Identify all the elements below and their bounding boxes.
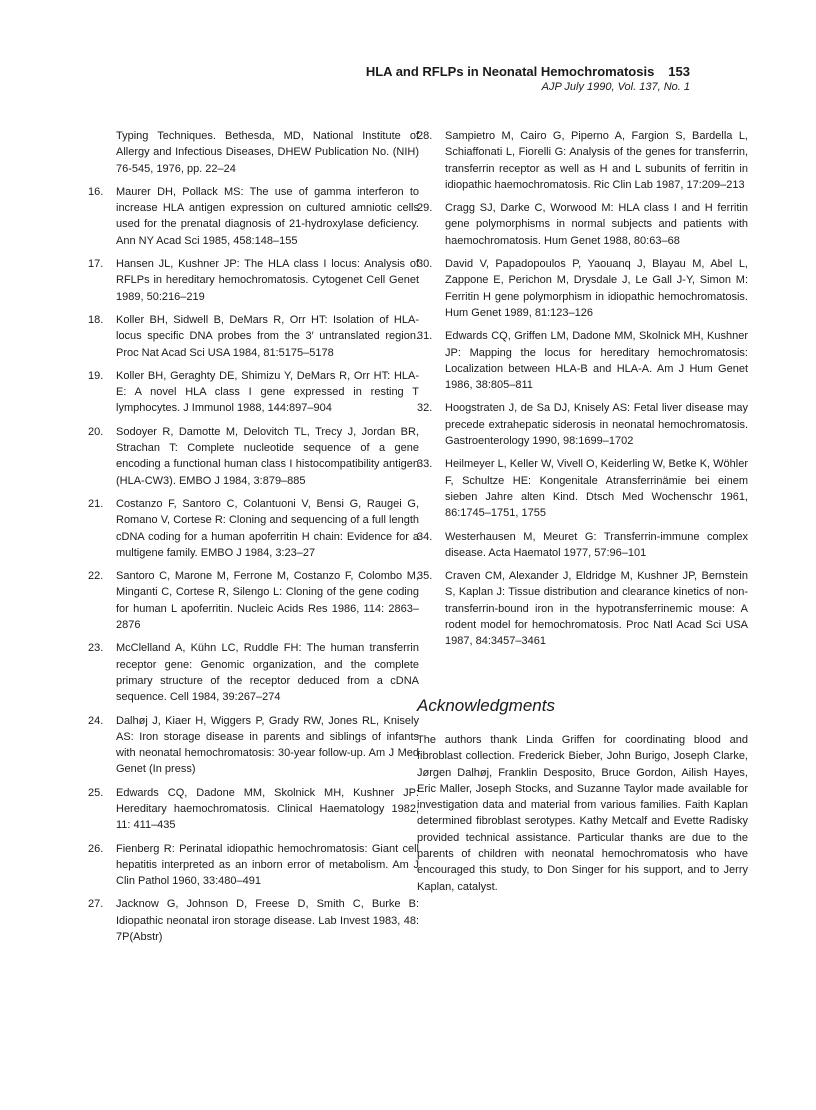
reference-item [417, 529, 748, 562]
reference-number: 32. [417, 402, 433, 415]
reference-text: Jacknow G, Johnson D, Freese D, Smith C, Burke B: Idiopathic neonatal iron storage disease. Lab Invest 1983, 48: 7P(Abstr) [116, 898, 419, 944]
reference-item [417, 400, 748, 449]
reference-number: 26. [88, 842, 104, 855]
running-header [366, 64, 690, 93]
reference-item [88, 640, 419, 705]
reference-text: Sampietro M, Cairo G, Piperno A, Fargion S, Bardella L, Schiaffonati L, Fiorelli G: Analysis of the genes for transferrin, transferrin receptor as well as H and L subunits of ferritin in idiopathic haemochromatosis. Ric Clin Lab 1987, 17:209–213 [445, 130, 748, 191]
reference-item [88, 368, 419, 417]
reference-item [88, 312, 419, 361]
reference-text: Fienberg R: Perinatal idiopathic hemochromatosis: Giant cell hepatitis interpreted as an inborn error of metabolism. Am J Clin Pathol 1960, 33:480–491 [116, 842, 419, 888]
reference-text: Koller BH, Sidwell B, DeMars R, Orr HT: Isolation of HLA-locus specific DNA probes from the 3′ untranslated region. Proc Nat Acad Sci USA 1984, 81:5175–5178 [116, 313, 419, 359]
reference-number: 35. [417, 570, 433, 583]
reference-number: 17. [88, 258, 104, 271]
reference-number: 28. [417, 130, 433, 142]
reference-number: 31. [417, 330, 433, 343]
reference-number: 27. [88, 898, 104, 911]
reference-number: 25. [88, 786, 104, 799]
reference-number: 16. [88, 185, 104, 198]
reference-text: Heilmeyer L, Keller W, Vivell O, Keiderling W, Betke K, Wöhler F, Schultze HE: Kongenitale Atransferrinämie bei einem sieben Jahre alten Kind. Dtsch Med Wochenschr 1961, 86:1745–1751, 1755 [445, 458, 749, 520]
reference-text: Craven CM, Alexander J, Eldridge M, Kushner JP, Bernstein S, Kaplan J: Tissue distribution and clearance kinetics of non-transferrin-bound iron in the hypotransferrinemic mouse: A rodent model for hemochromatosis. Proc Natl Acad Sci USA 1987, 84:3457–3461 [445, 570, 748, 648]
reference-text: Hoogstraten J, de Sa DJ, Knisely AS: Fetal liver disease may precede extrahepatic siderosis in neonatal hemochromatosis. Gastroenterology 1990, 98:1699–1702 [445, 402, 748, 448]
reference-continuation: Typing Techniques. Bethesda, MD, National Institute of Allergy and Infectious Diseases, DHEW Publication No. (NIH) 76-545, 1976, pp. 22–24 [116, 130, 419, 175]
reference-number: 34. [417, 530, 433, 543]
reference-text: Koller BH, Geraghty DE, Shimizu Y, DeMars R, Orr HT: HLA-E: A novel HLA class I gene expressed in resting T lymphocytes. J Immunol 1988, 144:897–904 [116, 369, 419, 415]
reference-text: Sodoyer R, Damotte M, Delovitch TL, Trecy J, Jordan BR, Strachan T: Complete nucleotide sequence of a gene encoding a functional human class I histocompatibility antigen (HLA-CW3). EMBO J 1984, 3:879–885 [116, 425, 419, 487]
reference-item [417, 256, 748, 321]
reference-item [88, 256, 419, 305]
reference-number: 29. [417, 202, 433, 215]
reference-item [417, 568, 748, 649]
acknowledgments-text: The authors thank Linda Griffen for coordinating blood and fibroblast collection. Frederick Bieber, John Burigo, Joseph Clarke, Jørgen Dalhøj, Franklin Desposito, Bruce Gordon, Ailish Hayes, Eric Maller, Joseph Stocks, and Suzanne Taylor made available for investigation data and material from various families. Faith Kaplan determined fibroblast serotypes. Kathy Metcalf and Evette Radisky provided technical assistance. Particular thanks are due to the parents of children with neonatal hemochromatosis who have encouraged this study, to Don Singer for his support, and to Jerry Kaplan, catalyst. [417, 733, 748, 893]
reference-text: Santoro C, Marone M, Ferrone M, Costanzo F, Colombo M, Minganti C, Cortese R, Silengo L: Cloning of the gene coding for human L apoferritin. Nucleic Acids Res 1986, 114: 2863–2876 [116, 570, 419, 632]
reference-item [417, 456, 748, 521]
reference-item [417, 328, 748, 393]
reference-text: David V, Papadopoulos P, Yaouanq J, Blayau M, Abel L, Zappone E, Perichon M, Drysdale J, Le Gall J-Y, Simon M: Ferritin H gene polymorphism in idiopathic hemochromatosis. Hum Genet 1989, 81:123–126 [445, 258, 748, 319]
reference-item [88, 896, 419, 945]
reference-item [88, 841, 419, 890]
reference-number: 24. [88, 714, 104, 727]
reference-item [88, 184, 419, 249]
reference-text: Cragg SJ, Darke C, Worwood M: HLA class I and H ferritin gene polymorphisms in normal subjects and patients with haemochromatosis. Hum Genet 1988, 80:63–68 [445, 202, 748, 247]
reference-number: 21. [88, 497, 104, 510]
reference-item [88, 424, 419, 489]
reference-item [417, 200, 748, 249]
reference-number: 33. [417, 458, 433, 471]
reference-number: 18. [88, 313, 104, 326]
reference-text: Edwards CQ, Dadone MM, Skolnick MH, Kushner JP: Hereditary haemochromatosis. Clinical Haematology 1982, 11: 411–435 [116, 786, 419, 832]
left-column [88, 128, 419, 952]
reference-item [417, 128, 748, 193]
reference-text: Hansen JL, Kushner JP: The HLA class I locus: Analysis of RFLPs in hereditary hemochromatosis. Cytogenet Cell Genet 1989, 50:216–219 [116, 258, 419, 303]
reference-item [88, 713, 419, 778]
right-column [417, 128, 748, 895]
reference-text: Edwards CQ, Griffen LM, Dadone MM, Skolnick MH, Kushner JP: Mapping the locus for hereditary hemochromatosis: Localization between HLA-B and HLA-A. Am J Hum Genet 1986, 38:805–811 [445, 330, 748, 392]
journal-citation: AJP July 1990, Vol. 137, No. 1 [541, 81, 690, 93]
reference-number: 20. [88, 425, 104, 438]
reference-text: Westerhausen M, Meuret G: Transferrin-immune complex disease. Acta Haematol 1977, 57:96–101 [445, 530, 748, 559]
reference-text: McClelland A, Kühn LC, Ruddle FH: The human transferrin receptor gene: Genomic organization, and the complete primary structure of the receptor deduced from a cDNA sequence. Cell 1984, 39:267–274 [116, 642, 419, 704]
reference-item [88, 496, 419, 561]
reference-number: 23. [88, 642, 104, 655]
reference-number: 19. [88, 369, 104, 382]
reference-text: Dalhøj J, Kiaer H, Wiggers P, Grady RW, Jones RL, Knisely AS: Iron storage disease in parents and siblings of infants with neonatal hemochromatosis: 30-year follow-up. Am J Med Genet (In press) [116, 714, 419, 776]
reference-text: Maurer DH, Pollack MS: The use of gamma interferon to increase HLA antigen expression on cultured amniotic cells used for the prenatal diagnosis of 21-hydroxylase deficiency. Ann NY Acad Sci 1985, 458:148–155 [116, 185, 419, 247]
page-number: 153 [668, 64, 690, 79]
header-title-line [366, 64, 690, 79]
reference-number: 22. [88, 570, 104, 583]
acknowledgments-heading: Acknowledgments [417, 695, 555, 715]
reference-text: Costanzo F, Santoro C, Colantuoni V, Bensi G, Raugei G, Romano V, Cortese R: Cloning and sequencing of a full length cDNA coding for a human apoferritin H chain: Evidence for a multigene family. EMBO J 1984, 3:23–27 [116, 497, 419, 559]
reference-item [88, 568, 419, 633]
running-title: HLA and RFLPs in Neonatal Hemochromatosis [365, 64, 655, 79]
reference-number: 30. [417, 258, 433, 271]
reference-item [88, 785, 419, 834]
